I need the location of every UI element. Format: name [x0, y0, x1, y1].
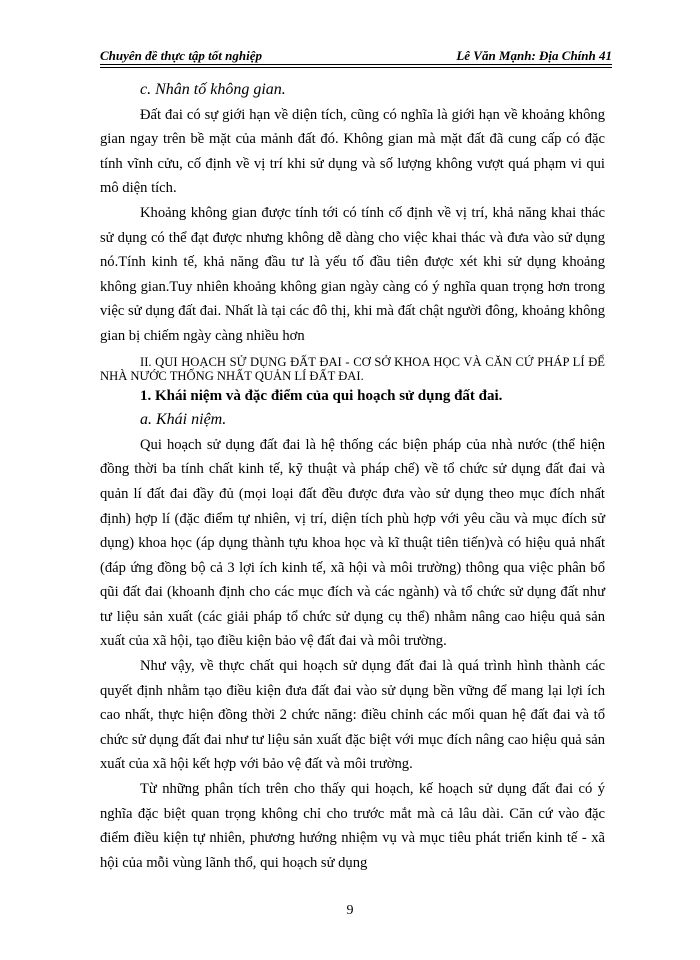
header-rule	[100, 64, 612, 65]
section-heading-II: II. QUI HOẠCH SỬ DỤNG ĐẤT ĐAI - CƠ SỞ KHOA HỌC VÀ CĂN CỨ PHÁP LÍ ĐỂ NHÀ NƯỚC THỐNG NHẤT QUẢN LÍ ĐẤT ĐAI.	[100, 354, 605, 384]
running-header	[100, 40, 612, 64]
paragraph: Như vậy, về thực chất qui hoạch sử dụng đất đai là quá trình hình thành các quyết định nhằm tạo điều kiện đưa đất đai vào sử dụng bền vững để mang lại lợi ích cao nhất, thực hiện đồng thời 2 chức năng: điều chỉnh các mối quan hệ đất đai và tổ chức sử dụng đất đai như tư liệu sản xuất đặc biệt với mục đích nâng cao hiệu quả sản xuất của xã hội kết hợp với bảo vệ đất và môi trường.	[100, 658, 605, 773]
page-content	[100, 78, 605, 875]
paragraph: Đất đai có sự giới hạn về diện tích, cũng có nghĩa là giới hạn về khoảng không gian ngay trên bề mặt của mảnh đất đó. Không gian mà mặt đất đã cung cấp có đặc tính vĩnh cửu, cố định về vị trí khi sử dụng và số lượng không vượt quá phạm vi qui mô diện tích.	[100, 106, 605, 197]
paragraph: Qui hoạch sử dụng đất đai là hệ thống các biện pháp của nhà nước (thể hiện đồng thời ba tính chất kinh tế, kỹ thuật và pháp chế) về tổ chức sử dụng đất đai và quản lí đất đai đầy đủ (mọi loại đất đều được đưa vào sử dụng theo mục đích nhất định) hợp lí (đặc điểm tự nhiên, vị trí, diện tích phù hợp với yêu cầu và mục đích sử dụng) khoa học (áp dụng thành tựu khoa học và kĩ thuật tiên tiến)và có hiệu quả nhất (đáp ứng đồng bộ cả 3 lợi ích kinh tế, xã hội và môi trường) thông qua việc phân bổ qũi đất đai (khoanh định cho các mục đích và các ngành) và tổ chức sử dụng đất như tư liệu sản xuất (các giải pháp tổ chức sử dụng cụ thể) nhằm nâng cao hiệu quả sản xuất của xã hội, tạo điều kiện bảo vệ đất đai và môi trường.	[100, 436, 605, 650]
subheading-a: a. Khái niệm.	[140, 411, 227, 429]
page-number: 9	[346, 903, 354, 918]
paragraph: Khoảng không gian được tính tới có tính cố định về vị trí, khả năng khai thác sử dụng có thể đạt được nhưng không dễ dàng cho việc khai thác và đưa vào sử dụng nó.Tính kinh tế, khả năng đầu tư là yếu tố đầu tiên được xét khi sử dụng khoảng không gian.Tuy nhiên khoảng không gian ngày càng có ý nghĩa quan trọng hơn trong việc sử dụng đất đai. Nhất là tại các đô thị, khi mà đất chật người đông, khoảng không gian bị chiếm ngày càng nhiều hơn	[100, 204, 605, 344]
paragraph: Từ những phân tích trên cho thấy qui hoạch, kế hoạch sử dụng đất đai có ý nghĩa đặc biệt quan trọng không chỉ cho trước mắt mà cả lâu dài. Căn cứ vào đặc điểm điều kiện tự nhiên, phương hướng nhiệm vụ và mục tiêu phát triển kinh tế - xã hội của mỗi vùng lãnh thổ, qui hoạch sử dụng	[100, 781, 605, 871]
header-rule-double	[100, 67, 612, 68]
section-heading-1: 1. Khái niệm và đặc điểm của qui hoạch sử dụng đất đai.	[140, 387, 503, 404]
header-right: Lê Văn Mạnh: Địa Chính 41	[456, 48, 612, 63]
header-left: Chuyên đề thực tập tốt nghiệp	[100, 48, 262, 63]
subheading-c: c. Nhân tố không gian.	[140, 81, 286, 98]
